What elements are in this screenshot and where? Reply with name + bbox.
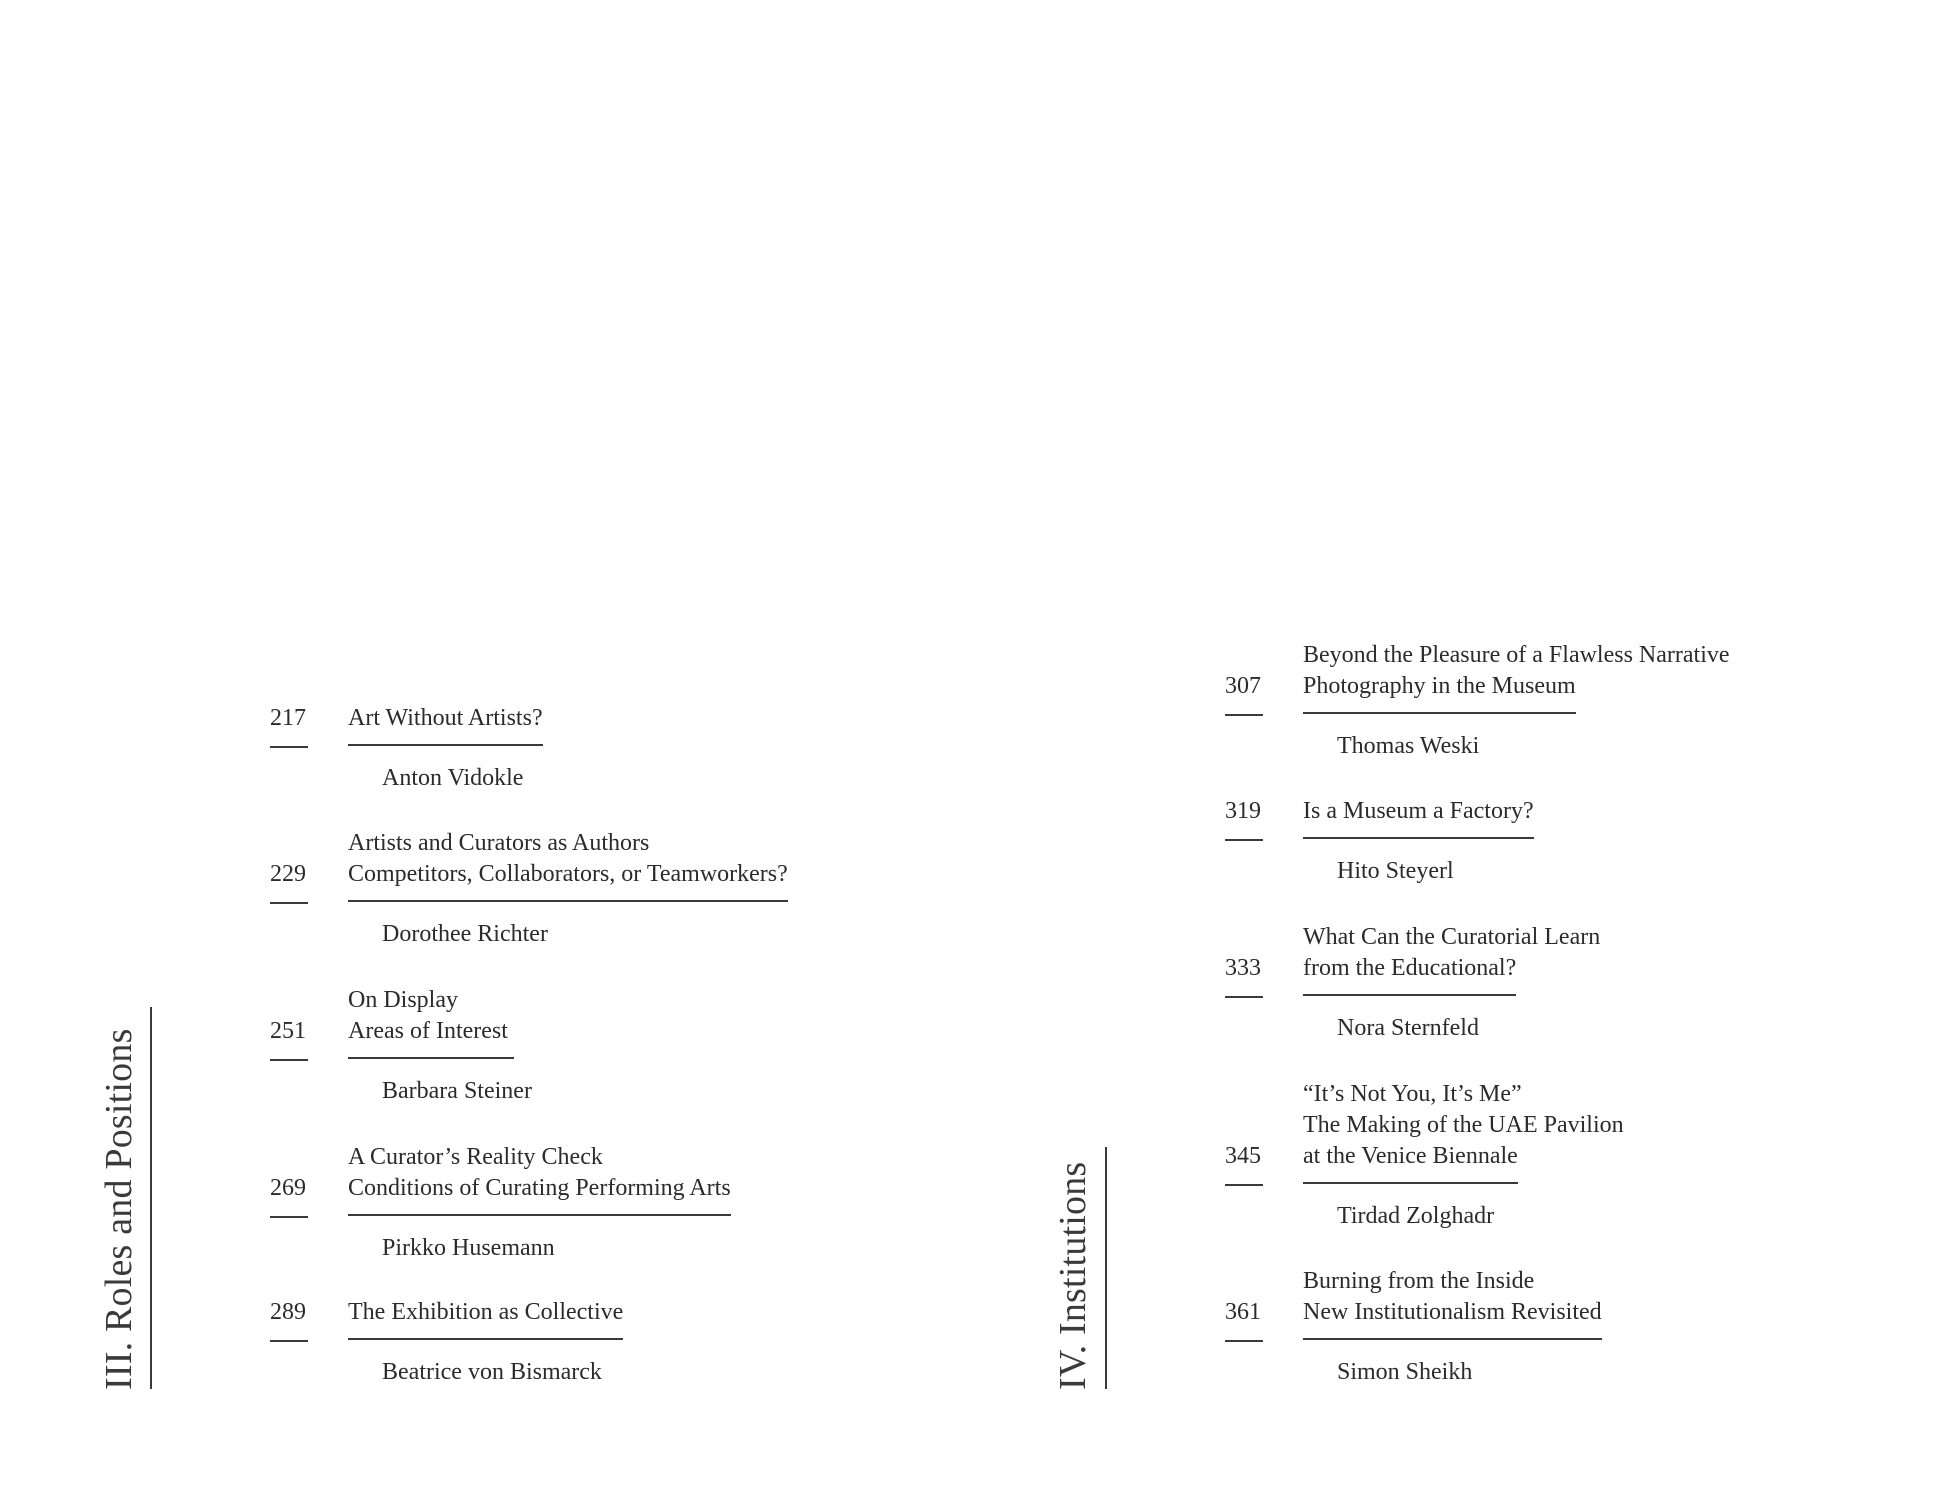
page-number-rule	[1225, 839, 1263, 841]
section-divider-rule	[150, 1007, 152, 1389]
page-number-rule	[270, 1059, 308, 1061]
entry-author: Simon Sheikh	[1337, 1359, 1473, 1385]
entry-title: The Exhibition as Collective	[348, 1297, 623, 1340]
page-number-rule	[1225, 1184, 1263, 1186]
page-number-rule	[270, 902, 308, 904]
entry-body	[1303, 922, 1903, 1044]
entry-title: Beyond the Pleasure of a Flawless Narrative Photography in the Museum	[1303, 640, 1730, 714]
entry-author: Hito Steyerl	[1337, 858, 1454, 884]
entry-title: Burning from the Inside New Institutionalism Revisited	[1303, 1266, 1602, 1340]
page-number: 361	[1225, 1297, 1265, 1342]
entry-title: Artists and Curators as Authors Competitors, Collaborators, or Teamworkers?	[348, 828, 788, 902]
entry-title: Art Without Artists?	[348, 703, 543, 746]
page-number: 229	[270, 859, 310, 904]
page-number-rule	[1225, 1340, 1263, 1342]
entry-title: What Can the Curatorial Learn from the Educational?	[1303, 922, 1600, 996]
entry-author: Tirdad Zolghadr	[1337, 1203, 1495, 1229]
entry-author: Pirkko Husemann	[382, 1235, 555, 1261]
entry-body	[1303, 640, 1903, 762]
section-divider-rule	[1105, 1147, 1107, 1389]
entry-title: “It’s Not You, It’s Me” The Making of the UAE Pavilion at the Venice Biennale	[1303, 1079, 1624, 1184]
entry-title: A Curator’s Reality Check Conditions of Curating Performing Arts	[348, 1142, 731, 1216]
entry-author: Anton Vidokle	[382, 765, 524, 791]
entry-author: Nora Sternfeld	[1337, 1015, 1479, 1041]
page-number-rule	[270, 1340, 308, 1342]
section-heading-institutions: IV. Institutions	[1052, 1161, 1094, 1390]
entry-author: Barbara Steiner	[382, 1078, 532, 1104]
entry-author: Beatrice von Bismarck	[382, 1359, 602, 1385]
entry-body	[348, 703, 948, 794]
section-heading-roles-and-positions: III. Roles and Positions	[98, 1028, 140, 1390]
page-number-rule	[1225, 996, 1263, 998]
entry-body	[348, 1142, 948, 1264]
entry-body	[1303, 1079, 1903, 1232]
entry-title: Is a Museum a Factory?	[1303, 796, 1534, 839]
page-number: 345	[1225, 1141, 1265, 1186]
page-number: 307	[1225, 671, 1265, 716]
page-number: 333	[1225, 953, 1265, 998]
entry-body	[1303, 1266, 1903, 1388]
page-number: 269	[270, 1173, 310, 1218]
page-number-rule	[270, 1216, 308, 1218]
entry-body	[348, 1297, 948, 1388]
page-number: 319	[1225, 796, 1265, 841]
page-number-rule	[1225, 714, 1263, 716]
page-number: 289	[270, 1297, 310, 1342]
entry-body	[348, 985, 948, 1107]
page-number: 251	[270, 1016, 310, 1061]
entry-author: Thomas Weski	[1337, 733, 1480, 759]
entry-author: Dorothee Richter	[382, 921, 548, 947]
page-number-rule	[270, 746, 308, 748]
page-number: 217	[270, 703, 310, 748]
entry-body	[1303, 796, 1903, 887]
entry-title: On Display Areas of Interest	[348, 985, 514, 1059]
entry-body	[348, 828, 948, 950]
